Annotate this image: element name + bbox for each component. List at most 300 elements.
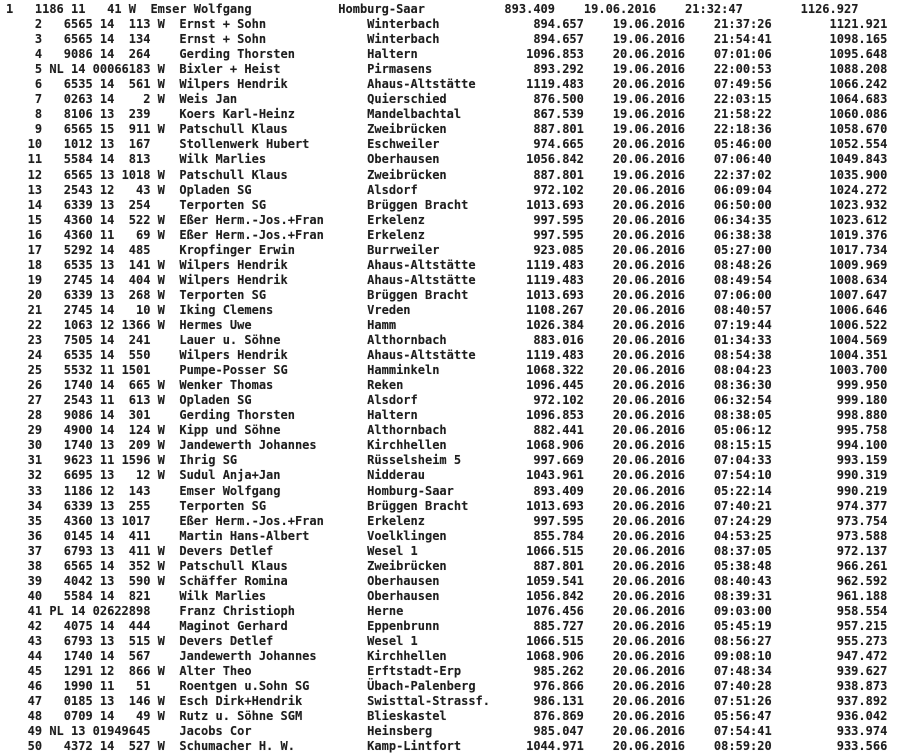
result-row (6, 393, 909, 408)
fancier-name-cell: Wilpers Hendrik (179, 257, 288, 272)
result-row (6, 604, 909, 619)
result-row (6, 168, 909, 183)
distance-cell: 1096.853 (526, 408, 584, 423)
position-cell: 33 (27, 483, 43, 498)
arrival-date-cell: 20.06.2016 (612, 633, 686, 648)
position-cell: 5 (34, 62, 43, 77)
result-row (6, 739, 909, 754)
ring-number-cell: 1990 11 51 (63, 679, 151, 694)
position-cell: 31 (27, 453, 43, 468)
position-cell: 17 (27, 242, 43, 257)
fancier-name-cell: Pumpe-Posser SG (179, 363, 288, 378)
ring-number-cell: 7505 14 241 (63, 333, 151, 348)
fancier-name-cell: Ihrig SG (179, 453, 238, 468)
position-cell: 46 (27, 679, 43, 694)
city-cell: Eschweiler (367, 137, 440, 152)
result-row (6, 709, 909, 724)
distance-cell: 1044.971 (526, 739, 584, 754)
arrival-date-cell: 20.06.2016 (612, 498, 686, 513)
arrival-time-cell: 05:06:12 (713, 423, 772, 438)
position-cell: 41 (27, 603, 43, 618)
arrival-date-cell: 20.06.2016 (612, 227, 686, 242)
arrival-date-cell: 20.06.2016 (612, 739, 686, 754)
city-cell: Wesel 1 (367, 633, 418, 648)
position-cell: 50 (27, 739, 43, 754)
distance-cell: 876.869 (533, 709, 584, 724)
result-row (6, 499, 909, 514)
result-row (6, 32, 909, 47)
result-row (6, 107, 909, 122)
speed-cell: 973.588 (836, 528, 888, 543)
ring-number-cell: 6695 13 12 (63, 468, 151, 483)
position-cell: 9 (34, 122, 43, 137)
speed-cell: 939.627 (836, 664, 888, 679)
ring-number-cell: 5532 11 1501 (63, 363, 151, 378)
city-cell: Nidderau (367, 468, 425, 483)
arrival-date-cell: 20.06.2016 (612, 483, 686, 498)
distance-cell: 1119.483 (526, 77, 584, 92)
arrival-date-cell: 19.06.2016 (612, 62, 686, 77)
arrival-date-cell: 20.06.2016 (612, 528, 686, 543)
position-cell: 38 (27, 558, 43, 573)
ring-number-cell: 6793 13 411 (63, 543, 151, 558)
result-row (6, 514, 909, 529)
arrival-time-cell: 07:40:28 (713, 679, 772, 694)
result-row (6, 258, 909, 273)
fancier-name-cell: Iking Clemens (179, 302, 274, 317)
arrival-time-cell: 06:32:54 (713, 393, 772, 408)
speed-cell: 1066.242 (829, 77, 888, 92)
arrival-time-cell: 21:37:26 (713, 17, 772, 32)
ring-number-cell: 4075 14 444 (63, 618, 151, 633)
arrival-date-cell: 20.06.2016 (612, 77, 686, 92)
arrival-time-cell: 07:54:41 (713, 724, 772, 739)
result-row (6, 664, 909, 679)
ring-number-cell: 1740 13 209 (63, 438, 151, 453)
ring-number-cell: 6535 13 141 (63, 257, 151, 272)
speed-cell: 974.377 (836, 498, 888, 513)
sex-flag-cell: W (157, 423, 165, 438)
arrival-time-cell: 05:45:19 (713, 618, 772, 633)
fancier-name-cell: Hermes Uwe (179, 317, 252, 332)
ring-number-cell: 6535 14 550 (63, 348, 151, 363)
position-cell: 25 (27, 363, 43, 378)
city-cell: Kirchhellen (367, 438, 447, 453)
position-cell: 29 (27, 423, 43, 438)
city-cell: Alsdorf (367, 182, 418, 197)
result-row (6, 408, 909, 423)
result-row (6, 589, 909, 604)
city-cell: Übach-Palenberg (367, 679, 476, 694)
result-row (6, 183, 909, 198)
city-cell: Reken (367, 378, 404, 393)
fancier-name-cell: Eßer Herm.-Jos.+Fran (179, 227, 324, 242)
speed-cell: 933.974 (836, 724, 888, 739)
arrival-time-cell: 08:38:05 (713, 408, 772, 423)
arrival-date-cell: 20.06.2016 (612, 408, 686, 423)
result-row (6, 243, 909, 258)
distance-cell: 997.669 (533, 453, 584, 468)
result-row (6, 679, 909, 694)
distance-cell: 1119.483 (526, 272, 584, 287)
ring-number-cell: 4360 14 522 (63, 212, 151, 227)
speed-cell: 999.950 (836, 378, 888, 393)
arrival-date-cell: 20.06.2016 (612, 709, 686, 724)
speed-cell: 957.215 (836, 618, 888, 633)
distance-cell: 1059.541 (526, 573, 584, 588)
fancier-name-cell: Eßer Herm.-Jos.+Fran (179, 212, 324, 227)
fancier-name-cell: Wenker Thomas (179, 378, 274, 393)
ring-number-cell: 0263 14 2 (63, 92, 151, 107)
ring-number-cell: 6565 14 113 (63, 17, 151, 32)
ring-number-cell: 1063 12 1366 (63, 317, 151, 332)
position-cell: 7 (34, 92, 43, 107)
arrival-date-cell: 20.06.2016 (612, 694, 686, 709)
city-cell: Homburg-Saar (367, 483, 454, 498)
arrival-time-cell: 05:46:00 (713, 137, 772, 152)
city-cell: Althornbach (367, 423, 447, 438)
distance-cell: 972.102 (533, 182, 584, 197)
fancier-name-cell: Wilk Marlies (179, 588, 267, 603)
arrival-time-cell: 06:50:00 (713, 197, 772, 212)
speed-cell: 1095.648 (829, 47, 888, 62)
city-cell: Wesel 1 (367, 543, 418, 558)
fancier-name-cell: Rutz u. Söhne SGM (179, 709, 303, 724)
distance-cell: 887.801 (533, 167, 584, 182)
fancier-name-cell: Gerding Thorsten (179, 47, 295, 62)
distance-cell: 882.441 (533, 423, 584, 438)
speed-cell: 1007.647 (829, 287, 888, 302)
speed-cell: 937.892 (836, 694, 888, 709)
arrival-time-cell: 05:27:00 (713, 242, 772, 257)
distance-cell: 985.047 (533, 724, 584, 739)
speed-cell: 1098.165 (829, 32, 888, 47)
fancier-name-cell: Devers Detlef (179, 543, 274, 558)
arrival-date-cell: 20.06.2016 (612, 287, 686, 302)
position-cell: 15 (27, 212, 43, 227)
city-cell: Erftstadt-Erp (367, 664, 462, 679)
arrival-time-cell: 22:03:15 (713, 92, 772, 107)
city-cell: Heinsberg (367, 724, 433, 739)
result-row (6, 574, 909, 589)
position-cell: 3 (34, 32, 43, 47)
ring-number-cell: 9086 14 264 (63, 47, 151, 62)
arrival-date-cell: 20.06.2016 (612, 558, 686, 573)
position-cell: 45 (27, 664, 43, 679)
speed-cell: 961.188 (836, 588, 888, 603)
distance-cell: 1056.842 (526, 588, 584, 603)
fancier-name-cell: Esch Dirk+Hendrik (179, 694, 303, 709)
arrival-date-cell: 20.06.2016 (612, 317, 686, 332)
arrival-time-cell: 08:40:57 (713, 302, 772, 317)
fancier-name-cell: Emser Wolfgang (179, 483, 281, 498)
result-row (6, 77, 909, 92)
distance-cell: 976.866 (533, 679, 584, 694)
speed-cell: 1008.634 (829, 272, 888, 287)
speed-cell: 933.566 (836, 739, 888, 754)
position-cell: 42 (27, 618, 43, 633)
sex-flag-cell: W (157, 709, 165, 724)
city-cell: Hamm (367, 317, 397, 332)
distance-cell: 1026.384 (526, 317, 584, 332)
fancier-name-cell: Eßer Herm.-Jos.+Fran (179, 513, 324, 528)
result-row (6, 198, 909, 213)
position-cell: 35 (27, 513, 43, 528)
position-cell: 24 (27, 348, 43, 363)
speed-cell: 962.592 (836, 573, 888, 588)
city-cell: Haltern (367, 408, 418, 423)
city-cell: Oberhausen (367, 588, 440, 603)
position-cell: 34 (27, 498, 43, 513)
city-cell: Ahaus-Altstätte (367, 77, 476, 92)
distance-cell: 1076.456 (526, 603, 584, 618)
fancier-name-cell: Wilpers Hendrik (179, 348, 288, 363)
arrival-time-cell: 22:00:53 (713, 62, 772, 77)
sex-flag-cell: W (157, 17, 165, 32)
fancier-name-cell: Wilpers Hendrik (179, 272, 288, 287)
position-cell: 2 (34, 17, 43, 32)
ring-number-cell: 6565 14 352 (63, 558, 151, 573)
city-cell: Ahaus-Altstätte (367, 257, 476, 272)
arrival-time-cell: 06:38:38 (713, 227, 772, 242)
position-cell: 27 (27, 393, 43, 408)
arrival-time-cell: 08:48:26 (713, 257, 772, 272)
position-cell: 23 (27, 333, 43, 348)
arrival-date-cell: 20.06.2016 (612, 679, 686, 694)
ring-number-cell: 4042 13 590 (63, 573, 151, 588)
arrival-date-cell: 20.06.2016 (612, 573, 686, 588)
fancier-name-cell: Lauer u. Söhne (179, 333, 281, 348)
ring-number-cell: 6565 13 1018 (63, 167, 151, 182)
sex-flag-cell: W (157, 272, 165, 287)
result-row (6, 137, 909, 152)
result-row (6, 17, 909, 32)
arrival-date-cell: 19.06.2016 (612, 32, 686, 47)
distance-cell: 894.657 (533, 32, 584, 47)
sex-flag-cell: W (157, 257, 165, 272)
speed-cell: 1060.086 (829, 107, 888, 122)
distance-cell: 1068.906 (526, 649, 584, 664)
distance-cell: 893.409 (504, 2, 555, 16)
speed-cell: 1003.700 (829, 363, 888, 378)
city-cell: Kamp-Lintfort (367, 739, 462, 754)
arrival-time-cell: 01:34:33 (713, 333, 772, 348)
position-cell: 26 (27, 378, 43, 393)
position-cell: 14 (27, 197, 43, 212)
arrival-time-cell: 06:34:35 (713, 212, 772, 227)
ring-number-cell: 6339 13 268 (63, 287, 151, 302)
speed-cell: 993.159 (836, 453, 888, 468)
speed-cell: 1023.932 (829, 197, 888, 212)
position-cell: 49 (27, 724, 43, 739)
sex-flag-cell: W (157, 182, 165, 197)
arrival-time-cell: 08:56:27 (713, 633, 772, 648)
sex-flag-cell: W (157, 317, 165, 332)
arrival-date-cell: 20.06.2016 (612, 664, 686, 679)
position-cell: 4 (34, 47, 43, 62)
city-cell: Althornbach (367, 333, 447, 348)
distance-cell: 1108.267 (526, 302, 584, 317)
fancier-name-cell: Devers Detlef (179, 633, 274, 648)
speed-cell: 1006.646 (829, 302, 888, 317)
arrival-time-cell: 07:04:33 (713, 453, 772, 468)
city-cell: Ahaus-Altstätte (367, 348, 476, 363)
city-cell: Erkelenz (367, 227, 425, 242)
position-cell: 20 (27, 287, 43, 302)
fancier-name-cell: Opladen SG (179, 182, 252, 197)
arrival-time-cell: 07:19:44 (713, 317, 772, 332)
sex-flag-cell: W (157, 62, 165, 77)
fancier-name-cell: Ernst + Sohn (179, 17, 267, 32)
city-cell: Eppenbrunn (367, 618, 440, 633)
ring-number-cell: 2543 11 613 (63, 393, 151, 408)
ring-number-cell: 0145 14 411 (63, 528, 151, 543)
position-cell: 16 (27, 227, 43, 242)
arrival-time-cell: 05:22:14 (713, 483, 772, 498)
fancier-name-cell: Roentgen u.Sohn SG (179, 679, 310, 694)
result-row (6, 318, 909, 333)
sex-flag-cell: W (157, 633, 165, 648)
results-table (6, 2, 909, 754)
arrival-time-cell: 21:54:41 (713, 32, 772, 47)
fancier-name-cell: Maginot Gerhard (179, 618, 288, 633)
position-cell: 43 (27, 633, 43, 648)
sex-flag-cell: W (157, 543, 165, 558)
speed-cell: 1121.921 (829, 17, 888, 32)
arrival-date-cell: 20.06.2016 (612, 257, 686, 272)
city-cell: Vreden (367, 302, 411, 317)
sex-flag-cell: W (157, 664, 165, 679)
ring-number-cell: 1186 12 143 (63, 483, 151, 498)
position-cell: 11 (27, 152, 43, 167)
arrival-time-cell: 08:04:23 (713, 363, 772, 378)
ring-number-cell: 2745 14 10 (63, 302, 151, 317)
speed-cell: 990.319 (836, 468, 888, 483)
ring-number-cell: 4372 14 527 (63, 739, 151, 754)
distance-cell: 1119.483 (526, 348, 584, 363)
ring-number-cell: 6339 13 255 (63, 498, 151, 513)
position-cell: 48 (27, 709, 43, 724)
result-row (6, 152, 909, 167)
arrival-date-cell: 20.06.2016 (612, 242, 686, 257)
city-cell: Erkelenz (367, 212, 425, 227)
fancier-name-cell: Gerding Thorsten (179, 408, 295, 423)
fancier-name-cell: Ernst + Sohn (179, 32, 267, 47)
ring-number-cell: 9086 14 301 (63, 408, 151, 423)
city-cell: Blieskastel (367, 709, 447, 724)
city-cell: Zweibrücken (367, 122, 447, 137)
city-cell: Rüsselsheim 5 (367, 453, 462, 468)
city-cell: Mandelbachtal (367, 107, 462, 122)
speed-cell: 1058.670 (829, 122, 888, 137)
position-cell: 22 (27, 317, 43, 332)
position-cell: 12 (27, 167, 43, 182)
sex-flag-cell: W (157, 393, 165, 408)
arrival-date-cell: 20.06.2016 (612, 272, 686, 287)
speed-cell: 998.880 (836, 408, 888, 423)
fancier-name-cell: Stollenwerk Hubert (179, 137, 310, 152)
result-row (6, 694, 909, 709)
result-row (6, 348, 909, 363)
result-row (6, 544, 909, 559)
position-cell: 8 (34, 107, 43, 122)
fancier-name-cell: Sudul Anja+Jan (179, 468, 281, 483)
position-cell: 36 (27, 528, 43, 543)
speed-cell: 994.100 (836, 438, 888, 453)
fancier-name-cell: Wilk Marlies (179, 152, 267, 167)
distance-cell: 974.665 (533, 137, 584, 152)
result-row (6, 62, 909, 77)
position-cell: 19 (27, 272, 43, 287)
distance-cell: 1013.693 (526, 287, 584, 302)
ring-number-cell: PL 14 02622898 (49, 603, 151, 618)
city-cell: Zweibrücken (367, 558, 447, 573)
ring-number-cell: 6339 13 254 (63, 197, 151, 212)
city-cell: Zweibrücken (367, 167, 447, 182)
fancier-name-cell: Schumacher H. W. (179, 739, 295, 754)
distance-cell: 876.500 (533, 92, 584, 107)
arrival-time-cell: 07:48:34 (713, 664, 772, 679)
result-row (6, 378, 909, 393)
arrival-time-cell: 07:24:29 (713, 513, 772, 528)
result-row (6, 303, 909, 318)
city-cell: Winterbach (367, 17, 440, 32)
distance-cell: 1043.961 (526, 468, 584, 483)
result-row (6, 724, 909, 739)
fancier-name-cell: Jandewerth Johannes (179, 649, 317, 664)
arrival-time-cell: 08:15:15 (713, 438, 772, 453)
ring-number-cell: 4900 14 124 (63, 423, 151, 438)
speed-cell: 999.180 (836, 393, 888, 408)
sex-flag-cell: W (157, 212, 165, 227)
sex-flag-cell: W (157, 122, 165, 137)
arrival-date-cell: 20.06.2016 (612, 152, 686, 167)
ring-number-cell: 0185 13 146 (63, 694, 151, 709)
speed-cell: 966.261 (836, 558, 888, 573)
arrival-time-cell: 08:37:05 (713, 543, 772, 558)
arrival-time-cell: 08:49:54 (713, 272, 772, 287)
position-cell: 21 (27, 302, 43, 317)
arrival-date-cell: 19.06.2016 (583, 2, 657, 16)
speed-cell: 995.758 (836, 423, 888, 438)
result-row (6, 122, 909, 137)
distance-cell: 885.727 (533, 618, 584, 633)
ring-number-cell: 5584 14 813 (63, 152, 151, 167)
position-cell: 30 (27, 438, 43, 453)
city-cell: Voelklingen (367, 528, 447, 543)
arrival-date-cell: 20.06.2016 (612, 348, 686, 363)
distance-cell: 887.801 (533, 558, 584, 573)
sex-flag-cell: W (157, 167, 165, 182)
arrival-date-cell: 20.06.2016 (612, 438, 686, 453)
sex-flag-cell: W (157, 468, 165, 483)
arrival-time-cell: 07:40:21 (713, 498, 772, 513)
distance-cell: 1066.515 (526, 633, 584, 648)
distance-cell: 1096.445 (526, 378, 584, 393)
speed-cell: 947.472 (836, 649, 888, 664)
distance-cell: 1068.322 (526, 363, 584, 378)
distance-cell: 893.292 (533, 62, 584, 77)
fancier-name-cell: Weis Jan (179, 92, 238, 107)
fancier-name-cell: Koers Karl-Heinz (179, 107, 295, 122)
ring-number-cell: 8106 13 239 (63, 107, 151, 122)
ring-number-cell: 2543 12 43 (63, 182, 151, 197)
ring-number-cell: 1291 12 866 (63, 664, 151, 679)
speed-cell: 1088.208 (829, 62, 888, 77)
position-cell: 1 (6, 2, 14, 16)
city-cell: Homburg-Saar (338, 2, 425, 16)
distance-cell: 985.262 (533, 664, 584, 679)
